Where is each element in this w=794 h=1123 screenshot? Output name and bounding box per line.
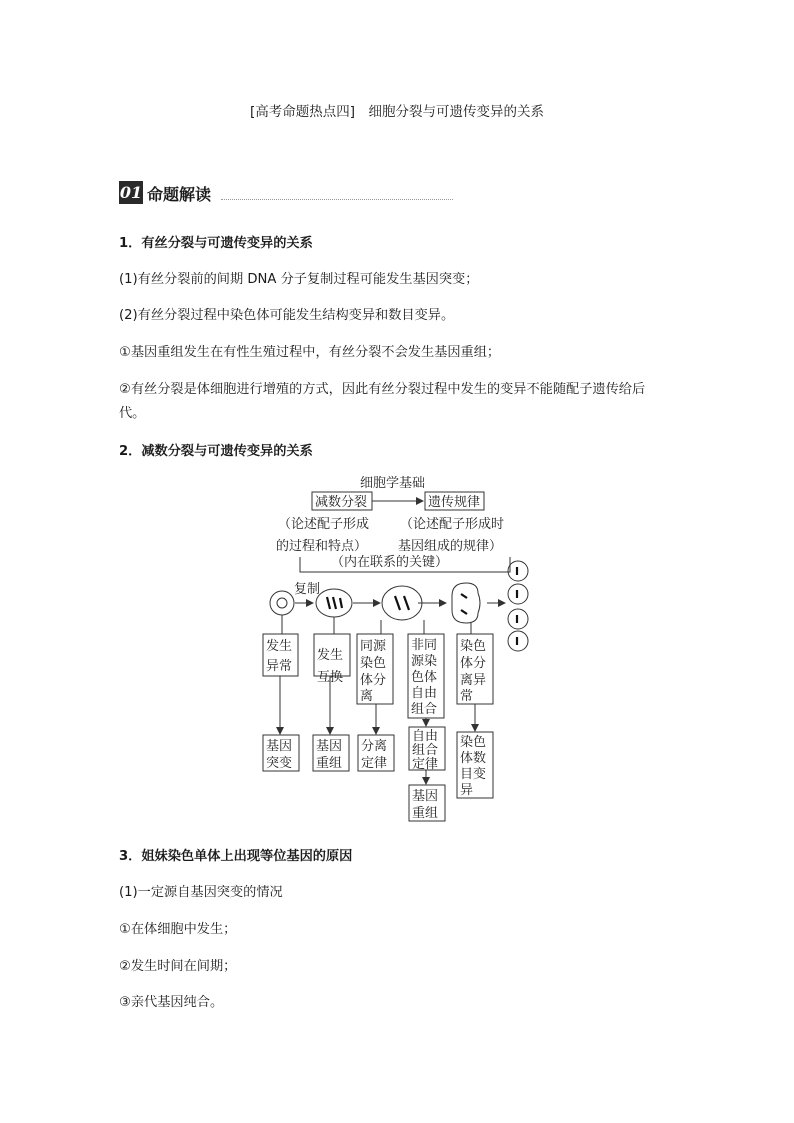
result-text: 异 — [460, 783, 474, 798]
subheading-mitosis: 1．有丝分裂与可遗传变异的关系 — [119, 236, 313, 251]
box-text: 异常 — [266, 659, 293, 674]
result-text: 组合 — [412, 743, 439, 758]
box-text: 离异 — [460, 673, 487, 688]
box-text: 互换 — [317, 670, 344, 685]
paragraph: ②有丝分裂是体细胞进行增殖的方式，因此有丝分裂过程中发生的变异不能随配子遗传给后 — [119, 382, 646, 397]
box-text: 发生 — [317, 648, 344, 663]
box-text: 同源 — [360, 639, 387, 654]
box-text: 源染 — [411, 654, 438, 669]
box-text: 离 — [360, 689, 374, 704]
box-text: 体分 — [360, 673, 387, 688]
box-text: 非同 — [411, 638, 438, 653]
box-text: 常 — [460, 689, 474, 704]
note-line: （论述配子形成时 — [400, 517, 505, 532]
box-text: 色体 — [411, 670, 438, 685]
paragraph: (2)有丝分裂过程中染色体可能发生结构变异和数目变异。 — [119, 308, 455, 323]
cell-icon — [452, 583, 480, 623]
section-number-badge: 01 — [119, 183, 143, 202]
page-title: [高考命题热点四] 细胞分裂与可遗传变异的关系 — [249, 104, 545, 120]
paragraph: ②发生时间在间期； — [119, 959, 237, 974]
subheading-sister-chromatids: 3．姐妹染色单体上出现等位基因的原因 — [119, 849, 353, 864]
section-heading: 命题解读 — [147, 185, 212, 204]
box-text: 染色 — [460, 639, 487, 654]
result-text: 基因 — [412, 789, 439, 804]
cell-icon — [382, 586, 422, 620]
result-text: 重组 — [316, 756, 343, 771]
paragraph: 代。 — [119, 406, 146, 421]
result-text: 突变 — [266, 756, 293, 771]
paragraph: ①在体细胞中发生； — [119, 922, 237, 937]
replicate-label: 复制 — [294, 582, 321, 597]
paragraph: (1)有丝分裂前的间期 DNA 分子复制过程可能发生基因突变； — [119, 272, 479, 287]
note-line: （论述配子形成 — [278, 517, 370, 532]
result-text: 基因 — [316, 739, 343, 754]
paragraph: (1)一定源自基因突变的情况 — [119, 885, 283, 900]
box-text: 染色 — [360, 656, 387, 671]
basis-label: 细胞学基础 — [360, 476, 426, 491]
inner-link-label: （内在联系的关键） — [331, 555, 449, 570]
genetics-label: 遗传规律 — [428, 495, 481, 510]
box-text: 组合 — [411, 702, 438, 717]
box-text: 发生 — [266, 639, 293, 654]
result-text: 定律 — [361, 756, 388, 771]
result-text: 目变 — [460, 767, 487, 782]
result-text: 定律 — [412, 757, 439, 772]
meiosis-label: 减数分裂 — [315, 495, 368, 510]
subheading-meiosis: 2．减数分裂与可遗传变异的关系 — [119, 444, 313, 459]
result-text: 染色 — [460, 735, 487, 750]
result-text: 自由 — [412, 729, 439, 744]
result-text: 重组 — [412, 806, 439, 821]
paragraph: ③亲代基因纯合。 — [119, 995, 224, 1010]
paragraph: ①基因重组发生在有性生殖过程中，有丝分裂不会发生基因重组； — [119, 345, 501, 360]
box-text: 自由 — [411, 686, 438, 701]
note-line: 基因组成的规律） — [398, 539, 503, 554]
result-text: 体数 — [460, 751, 487, 766]
note-line: 的过程和特点） — [276, 539, 368, 554]
result-text: 分离 — [361, 739, 388, 754]
cell-icon — [270, 591, 294, 615]
box-text: 体分 — [460, 656, 487, 671]
result-text: 基因 — [266, 739, 293, 754]
